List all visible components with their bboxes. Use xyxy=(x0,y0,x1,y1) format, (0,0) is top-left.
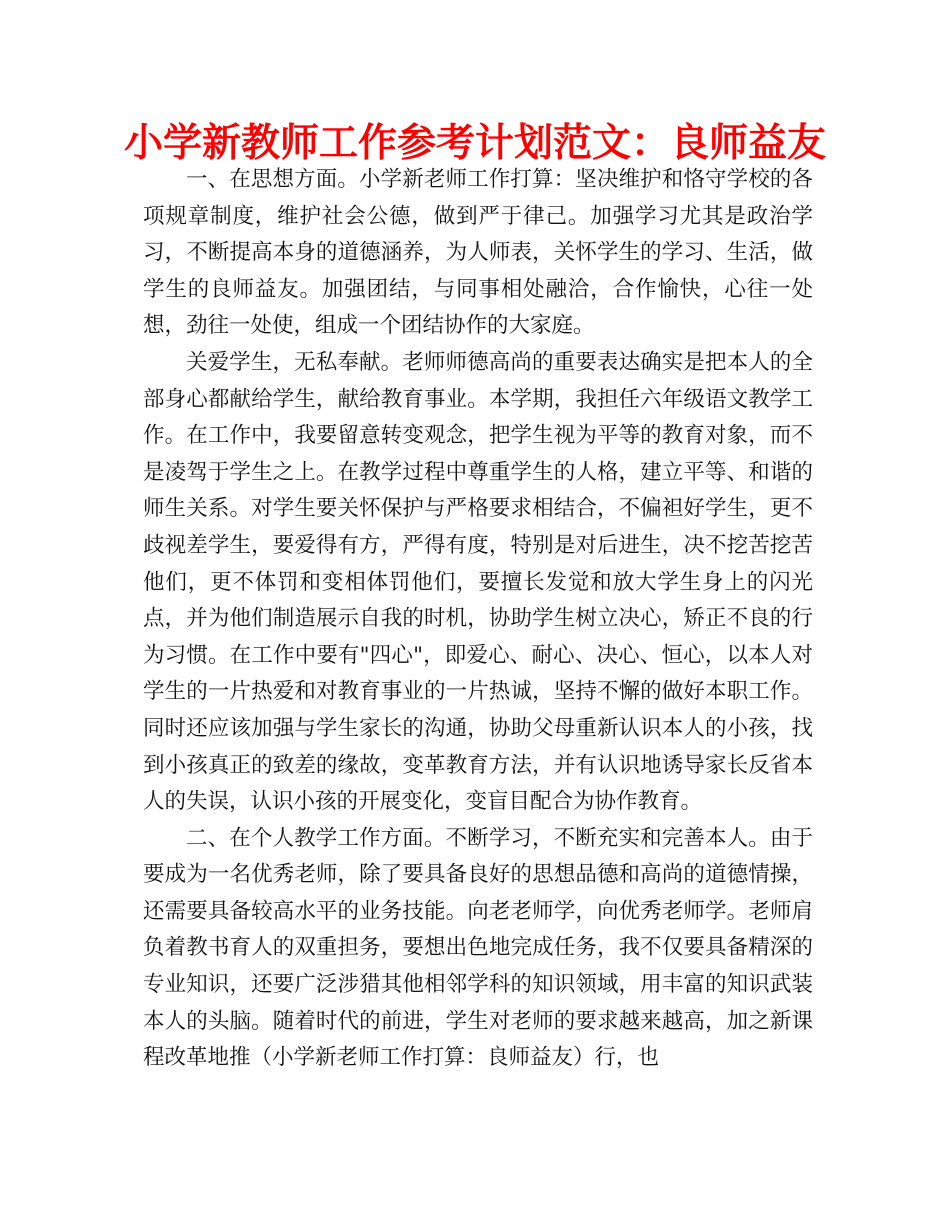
paragraph-teaching-work: 二、在个人教学工作方面。不断学习，不断充实和完善本人。由于要成为一名优秀老师，除了要具备良好的思想品德和高尚的道德情操，还需要具备较高水平的业务技能。向老老师学，向优秀老师学。老师肩负着教书育人的双重担务，要想出色地完成任务，我不仅要具备精深的专业知识，还要广泛涉猎其他相邻学科的知识领域，用丰富的知识武装本人的头脑。随着时代的前进，学生对老师的要求越来越高，加之新课程改革地推（小学新老师工作打算：良师益友）行，也 xyxy=(143,825,813,1071)
document-body xyxy=(143,162,813,1077)
paragraph-care-students: 关爱学生，无私奉献。老师师德高尚的重要表达确实是把本人的全部身心都献给学生，献给教育事业。本学期，我担任六年级语文教学工作。在工作中，我要留意转变观念，把学生视为平等的教育对象，而不是凌驾于学生之上。在教学过程中尊重学生的人格，建立平等、和谐的师生关系。对学生要关怀保护与严格要求相结合，不偏袒好学生，更不歧视差学生，要爱得有方，严得有度，特别是对后进生，决不挖苦挖苦他们，更不体罚和变相体罚他们，要擅长发觉和放大学生身上的闪光点，并为他们制造展示自我的时机，协助学生树立决心，矫正不良的行为习惯。在工作中要有"四心"，即爱心、耐心、决心、恒心，以本人对学生的一片热爱和对教育事业的一片热诚，坚持不懈的做好本职工作。同时还应该加强与学生家长的沟通，协助父母重新认识本人的小孩，找到小孩真正的致差的缘故，变革教育方法，并有认识地诱导家长反省本人的失误，认识小孩的开展变化，变盲目配合为协作教育。 xyxy=(143,349,813,815)
document-title: 小学新教师工作参考计划范文：良师益友 xyxy=(123,121,826,166)
paragraph-thought: 一、在思想方面。小学新老师工作打算：坚决维护和恪守学校的各项规章制度，维护社会公德，做到严于律己。加强学习尤其是政治学习，不断提高本身的道德涵养，为人师表，关怀学生的学习、生活，做学生的良师益友。加强团结，与同事相处融洽，合作愉快，心往一处想，劲往一处使，组成一个团结协作的大家庭。 xyxy=(143,167,813,339)
